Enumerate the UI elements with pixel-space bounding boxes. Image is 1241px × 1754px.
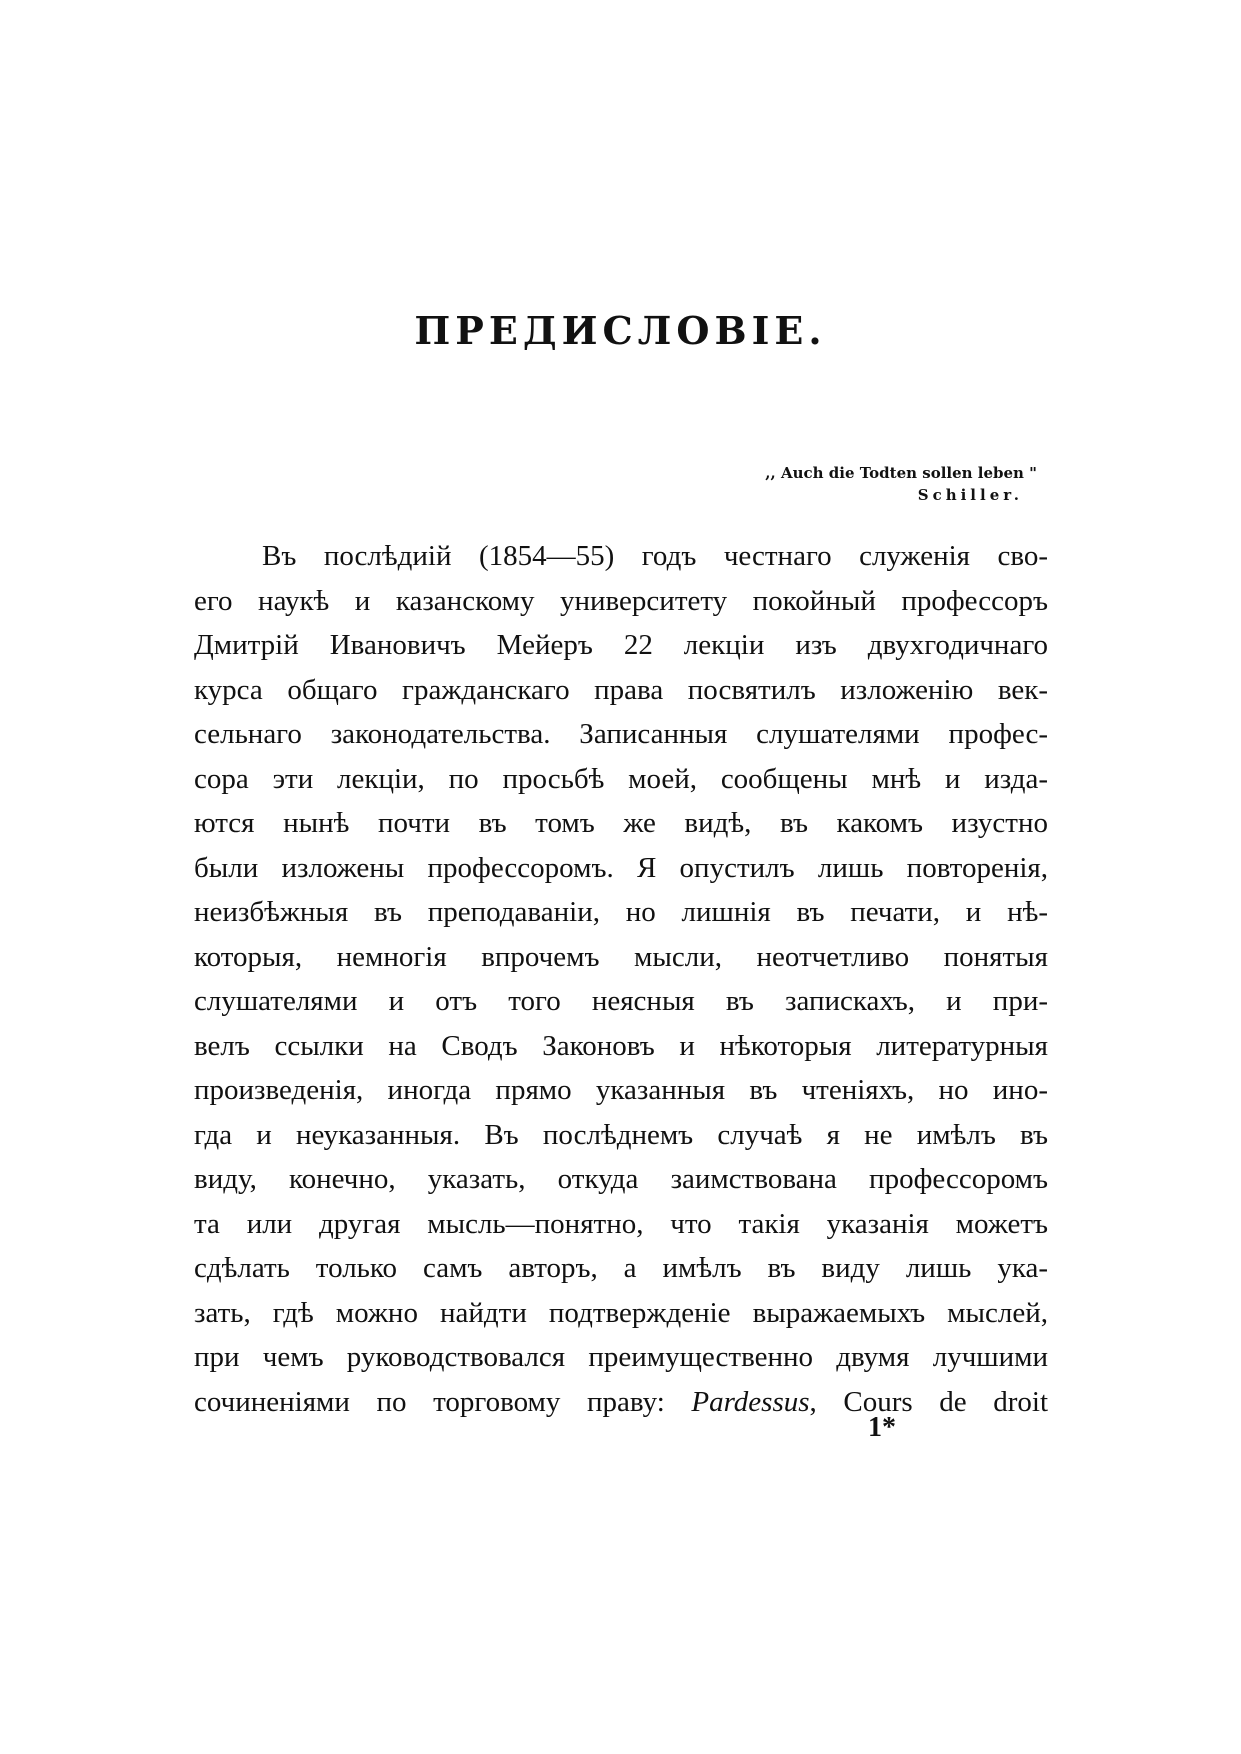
text-line: произведенія, иногда прямо указанныя въ чтеніяхъ, но ино- (194, 1074, 1048, 1106)
text-line: неизбѣжныя въ преподаваніи, но лишнія въ печати, и нѣ- (194, 896, 1048, 928)
text-line: сельнаго законодательства. Записанныя слушателями профес- (194, 718, 1048, 750)
text-line: при чемъ руководствовался преимущественно двумя лучшими (194, 1341, 1048, 1373)
text-line: которыя, немногія впрочемъ мысли, неотчетливо понятыя (194, 940, 1048, 973)
text-line-last (194, 1380, 1048, 1425)
text-line: зать, гдѣ можно найдти подтвержденіе выражаемыхъ мыслей, (194, 1296, 1048, 1329)
text-line: ются нынѣ почти въ томъ же видѣ, въ какомъ изустно (194, 807, 1048, 839)
signature-mark: 1* (868, 1412, 896, 1443)
text-line: слушателями и отъ того неясныя въ запискахъ, и при- (194, 985, 1048, 1017)
text-line: та или другая мысль—понятно, что такія указанія можетъ (194, 1207, 1048, 1240)
text-line: его наукѣ и казанскому университету покойный профессоръ (194, 584, 1048, 617)
text-line: Дмитрій Ивановичъ Мейеръ 22 лекціи изъ двухгодичнаго (194, 629, 1048, 661)
epigraph-author: Schiller. (917, 486, 1023, 504)
text-line: сора эти лекціи, по просьбѣ моей, сообщены мнѣ и изда- (194, 762, 1048, 795)
epigraph-quote: ,, Auch die Todten sollen leben " (765, 464, 1037, 482)
body-paragraph (194, 534, 1048, 1424)
text-line: велъ ссылки на Сводъ Законовъ и нѣкоторыя литературныя (194, 1029, 1048, 1062)
text-line: сдѣлать только самъ авторъ, а имѣлъ въ виду лишь ука- (194, 1252, 1048, 1284)
text-line: виду, конечно, указать, откуда заимствована профессоромъ (194, 1163, 1048, 1195)
epigraph (765, 462, 1037, 506)
text-line: Въ послѣдиій (1854—55) годъ честнаго служенія сво- (262, 540, 1048, 572)
text-line: гда и неуказанныя. Въ послѣднемъ случаѣ я не имѣлъ въ (194, 1118, 1048, 1151)
last-line-start: сочиненіями по торговому праву: (194, 1385, 692, 1418)
last-line-end: , Cours de droit (809, 1385, 1048, 1418)
italic-author-name: Pardessus (691, 1385, 810, 1418)
text-line: были изложены профессоромъ. Я опустилъ лишь повторенія, (194, 851, 1048, 884)
page-heading: ПРЕДИСЛОВІЕ. (414, 308, 827, 353)
text-line: курса общаго гражданскаго права посвятилъ изложенію век- (194, 673, 1048, 706)
